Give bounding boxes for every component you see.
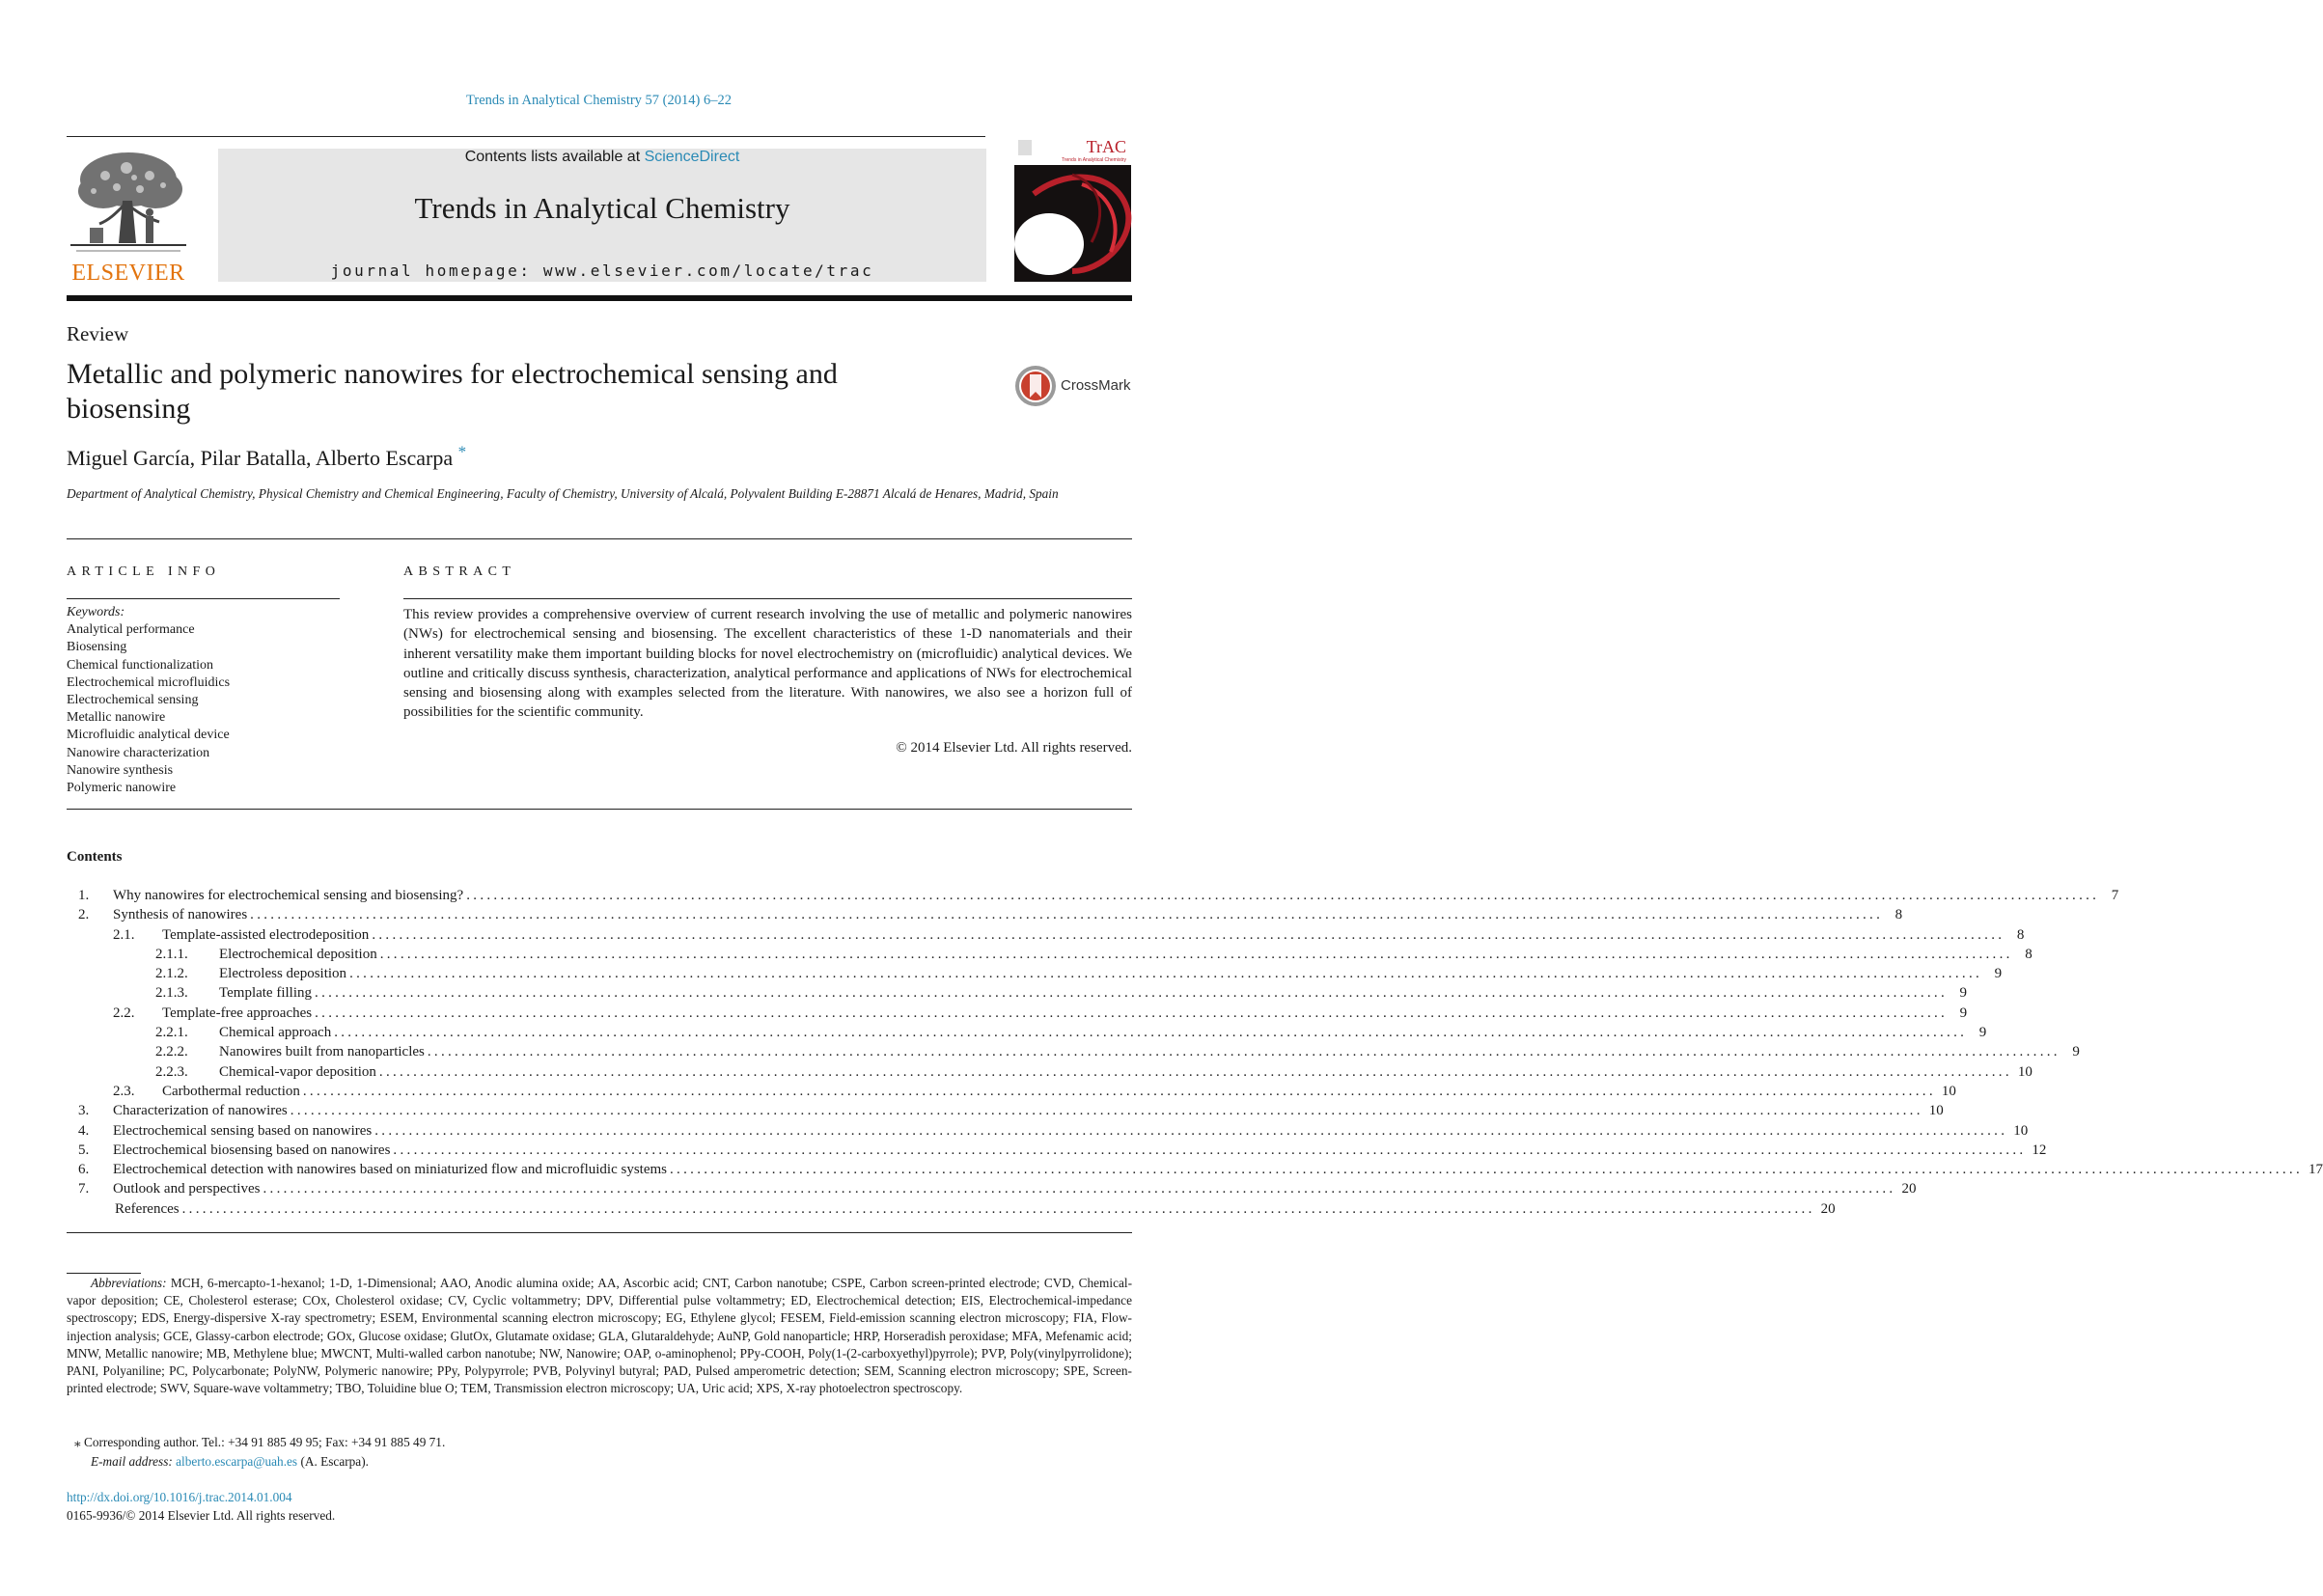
doi-link[interactable]: http://dx.doi.org/10.1016/j.trac.2014.01.004	[67, 1490, 292, 1504]
toc-title: Template-assisted electrodeposition	[162, 925, 372, 945]
toc-entry[interactable]	[67, 1160, 2323, 1179]
toc-number: 2.1.	[113, 926, 135, 943]
abbreviations-text: MCH, 6-mercapto-1-hexanol; 1-D, 1-Dimensional; AAO, Anodic alumina oxide; AA, Ascorbic acid; CNT, Carbon nanotube; CSPE, Carbon screen-printed electrode; CVD, Chemical-vapor deposition; CE, Cholesterol esterase; COx, Cholesterol oxidase; CV, Cyclic voltammetry; DPV, Differential pulse voltammetry; ED, Electrochemical detection; EIS, Electrochemical-impedance spectroscopy; EDS, Energy-dispersive X-ray spectrometry; ESEM, Environmental scanning electron microscopy; EG, Ethylene glycol; FESEM, Field-emission scanning electron microscopy; FIA, Flow-injection analysis; GCE, Glassy-carbon electrode; GOx, Glucose oxidase; GlutOx, Glutamate oxidase; GLA, Glutaraldehyde; AuNP, Gold nanoparticle; HRP, Horseradish peroxidase; MFA, Mefenamic acid; MNW, Metallic nanowire; MB, Methylene blue; MWCNT, Multi-walled carbon nanotube; NW, Nanowire; OAP, o-aminophenol; PPy-COOH, Poly(1-(2-carboxyethyl)pyrrole); PVP, Poly(vinylpyrrolidone); PANI, Polyaniline; PC, Polycarbonate; PolyNW, Polymeric nanowire; PPy, Polypyrrole; PVB, Polyvinyl butyral; PAD, Pulsed amperometric detection; SEM, Scanning electron microscopy; SPE, Screen-printed electrode; SWV, Square-wave voltammetry; TBO, Toluidine blue O; TEM, Transmission electron microscopy; UA, Uric acid; XPS, X-ray photoelectron spectroscopy.	[67, 1276, 1132, 1396]
email-footnote	[91, 1453, 369, 1471]
toc-number: 2.1.2.	[155, 966, 188, 982]
sciencedirect-link[interactable]: ScienceDirect	[644, 149, 740, 165]
toc-entry[interactable]	[67, 1023, 1987, 1042]
toc-page-number: 9	[1948, 1004, 1967, 1023]
email-label: E-mail address:	[91, 1454, 173, 1469]
journal-cover[interactable]	[1014, 136, 1131, 282]
article-info-rule	[67, 598, 340, 599]
keyword: Analytical performance	[67, 622, 195, 638]
table-of-contents	[67, 886, 2323, 1219]
keywords-block	[67, 604, 230, 797]
toc-title: References	[115, 1199, 182, 1219]
corresponding-author-footnote	[67, 1434, 1132, 1451]
toc-page-number: 8	[1883, 905, 1902, 924]
toc-entry[interactable]	[67, 1199, 1836, 1219]
toc-number: 2.1.3.	[155, 985, 188, 1002]
abstract-heading: ABSTRACT	[403, 564, 516, 579]
keyword: Microfluidic analytical device	[67, 728, 230, 743]
toc-number: 2.2.2.	[155, 1044, 188, 1060]
toc-title: Chemical approach	[219, 1023, 334, 1042]
toc-number: 5.	[78, 1142, 90, 1158]
toc-page-number: 10	[2012, 1062, 2032, 1082]
toc-title: Outlook and perspectives	[113, 1179, 263, 1198]
toc-page-number: 10	[2007, 1121, 2027, 1141]
corresponding-author-mark[interactable]: *	[457, 442, 467, 461]
article-info-heading: ARTICLE INFO	[67, 564, 221, 579]
toc-title: Template filling	[219, 983, 315, 1003]
toc-number: 1.	[78, 888, 90, 903]
keyword: Nanowire characterization	[67, 745, 210, 760]
toc-number: 4.	[78, 1122, 90, 1139]
toc-leader-dots: ................................................................................................................................................................................................................................................	[378, 1063, 2012, 1080]
toc-leader-dots: ................................................................................................................................................................................................................................................	[349, 966, 1983, 982]
journal-cover-image	[1014, 136, 1131, 282]
toc-page-number: 9	[1967, 1023, 1986, 1042]
keyword: Metallic nanowire	[67, 710, 166, 726]
toc-title: Characterization of nanowires	[113, 1101, 290, 1120]
keyword: Biosensing	[67, 640, 127, 655]
toc-entry[interactable]	[67, 886, 2119, 905]
toc-entry[interactable]	[67, 1121, 2029, 1141]
author-list	[67, 442, 467, 471]
toc-entry[interactable]	[67, 1062, 2033, 1082]
toc-leader-dots: ................................................................................................................................................................................................................................................	[315, 1004, 1949, 1021]
toc-page-number: 9	[1948, 983, 1967, 1003]
footnote-rule	[67, 1273, 141, 1274]
toc-leader-dots: ................................................................................................................................................................................................................................................	[466, 888, 2100, 903]
toc-leader-dots: ................................................................................................................................................................................................................................................	[263, 1181, 1896, 1197]
toc-title: Electrochemical sensing based on nanowires	[113, 1121, 374, 1141]
toc-number: 3.	[78, 1103, 90, 1119]
toc-leader-dots: ................................................................................................................................................................................................................................................	[393, 1142, 2027, 1158]
email-suffix: (A. Escarpa).	[300, 1454, 369, 1469]
toc-page-number: 10	[1936, 1082, 1955, 1101]
crossmark-button[interactable]	[1014, 365, 1134, 407]
header-thick-rule	[67, 295, 1132, 301]
toc-leader-dots: ................................................................................................................................................................................................................................................	[290, 1103, 1923, 1119]
contents-prefix: Contents lists available at	[464, 149, 645, 165]
toc-entry[interactable]	[67, 905, 1903, 924]
authors-names: Miguel García, Pilar Batalla, Alberto Escarpa	[67, 446, 454, 470]
corresponding-author-text: Corresponding author. Tel.: +34 91 885 49 95; Fax: +34 91 885 49 71.	[83, 1435, 446, 1449]
toc-title: Electroless deposition	[219, 964, 349, 983]
toc-page-number: 10	[1923, 1101, 1943, 1120]
toc-page-number: 8	[2005, 925, 2024, 945]
toc-title: Nanowires built from nanoparticles	[219, 1042, 428, 1061]
header-top-rule	[67, 136, 985, 137]
toc-title: Chemical-vapor deposition	[219, 1062, 379, 1082]
toc-title: Synthesis of nanowires	[113, 905, 250, 924]
toc-entry[interactable]	[67, 925, 2025, 945]
toc-number: 6.	[78, 1162, 90, 1178]
toc-entry[interactable]	[67, 945, 2033, 964]
keyword: Electrochemical sensing	[67, 693, 199, 708]
email-link[interactable]: alberto.escarpa@uah.es	[176, 1454, 298, 1469]
toc-entry[interactable]	[67, 1101, 1944, 1120]
keyword: Electrochemical microfluidics	[67, 674, 231, 690]
toc-entry[interactable]	[67, 1141, 2047, 1160]
elsevier-tree-logo	[67, 147, 190, 261]
toc-leader-dots: ................................................................................................................................................................................................................................................	[670, 1162, 2303, 1178]
toc-leader-dots: ................................................................................................................................................................................................................................................	[372, 926, 2005, 943]
toc-leader-dots: ................................................................................................................................................................................................................................................	[250, 907, 1884, 923]
author-affiliation: Department of Analytical Chemistry, Physical Chemistry and Chemical Engineering, Faculty of Chemistry, University of Alcalá, Polyvalent Building E-28871 Alcalá de Henares, Madrid, Spain	[67, 486, 1059, 501]
section-rule	[67, 809, 1132, 810]
abbreviations-label: Abbreviations:	[91, 1276, 167, 1290]
toc-title: Carbothermal reduction	[162, 1082, 303, 1101]
toc-number: 2.2.3.	[155, 1063, 188, 1080]
toc-entry[interactable]	[67, 1004, 1968, 1023]
toc-page-number: 20	[1895, 1179, 1915, 1198]
article-type: Review	[67, 322, 129, 345]
toc-page-number: 9	[2060, 1042, 2080, 1061]
toc-leader-dots: ................................................................................................................................................................................................................................................	[374, 1122, 2008, 1139]
toc-number: 7.	[78, 1181, 90, 1197]
cover-logo: TrAC	[1086, 137, 1126, 156]
issn-line: 0165-9936/© 2014 Elsevier Ltd. All rights reserved.	[67, 1508, 336, 1523]
toc-entry[interactable]	[67, 983, 1968, 1003]
toc-number: 2.1.1.	[155, 946, 188, 962]
toc-page-number: 8	[2013, 945, 2033, 964]
cover-subtitle: Trends in Analytical Chemistry	[1061, 157, 1126, 163]
keyword: Polymeric nanowire	[67, 781, 177, 796]
elsevier-wordmark: ELSEVIER	[71, 261, 185, 286]
toc-page-number: 9	[1982, 964, 2002, 983]
abstract-rule	[403, 598, 1132, 599]
toc-leader-dots: ................................................................................................................................................................................................................................................	[181, 1200, 1815, 1217]
toc-title: Template-free approaches	[162, 1004, 315, 1023]
toc-entry[interactable]	[67, 1042, 2080, 1061]
abbreviations-footnote	[67, 1275, 1132, 1397]
contents-heading: Contents	[67, 849, 123, 865]
keyword: Nanowire synthesis	[67, 762, 174, 778]
toc-leader-dots: ................................................................................................................................................................................................................................................	[334, 1025, 1968, 1041]
elsevier-logo[interactable]	[67, 147, 190, 284]
keywords-label: Keywords:	[67, 605, 125, 619]
toc-number: 2.3.	[113, 1083, 135, 1099]
toc-number: 2.	[78, 907, 90, 923]
toc-leader-dots: ................................................................................................................................................................................................................................................	[427, 1044, 2060, 1060]
section-rule	[67, 1232, 1132, 1233]
contents-available-line	[218, 149, 986, 166]
toc-title: Why nanowires for electrochemical sensing and biosensing?	[113, 886, 466, 905]
toc-leader-dots: ................................................................................................................................................................................................................................................	[315, 985, 1949, 1002]
keyword: Chemical functionalization	[67, 657, 214, 673]
toc-page-number: 17	[2303, 1160, 2322, 1179]
toc-page-number: 12	[2026, 1141, 2045, 1160]
toc-title: Electrochemical detection with nanowires based on miniaturized flow and microfluidic systems	[113, 1160, 670, 1179]
journal-title: Trends in Analytical Chemistry	[414, 191, 790, 225]
journal-citation[interactable]: Trends in Analytical Chemistry 57 (2014) 6–22	[466, 93, 732, 108]
toc-leader-dots: ................................................................................................................................................................................................................................................	[302, 1083, 1936, 1099]
journal-homepage[interactable]: journal homepage: www.elsevier.com/locate/trac	[330, 261, 874, 280]
toc-page-number: 7	[2099, 886, 2118, 905]
toc-number: 2.2.1.	[155, 1025, 188, 1041]
crossmark-icon	[1014, 365, 1057, 407]
footnote-mark: ⁎	[74, 1435, 81, 1449]
abstract-copyright: © 2014 Elsevier Ltd. All rights reserved.	[896, 740, 1132, 756]
crossmark-label: CrossMark	[1061, 377, 1131, 394]
toc-entry[interactable]	[67, 1179, 1917, 1198]
toc-page-number: 20	[1815, 1199, 1835, 1219]
toc-entry[interactable]	[67, 1082, 1956, 1101]
toc-number: 2.2.	[113, 1004, 135, 1021]
toc-entry[interactable]	[67, 964, 2003, 983]
article-title: Metallic and polymeric nanowires for electrochemical sensing and biosensing	[67, 358, 838, 425]
toc-title: Electrochemical biosensing based on nanowires	[113, 1141, 393, 1160]
section-rule	[67, 538, 1132, 539]
abstract-text: This review provides a comprehensive overview of current research involving the use of metallic and polymeric nanowires (NWs) for electrochemical sensing and biosensing. The excellent characteristics of these 1-D nanomaterials and their inherent versatility make them important building blocks for novel electrochemistry on (microfluidic) analytical devices. We outline and critically discuss synthesis, characterization, analytical performance and applications of NWs for electrochemical sensing and biosensing along with examples selected from the literature. With nanowires, we also see a horizon full of possibilities for the scientific community.	[403, 607, 1132, 721]
toc-title: Electrochemical deposition	[219, 945, 380, 964]
toc-leader-dots: ................................................................................................................................................................................................................................................	[379, 946, 2013, 962]
